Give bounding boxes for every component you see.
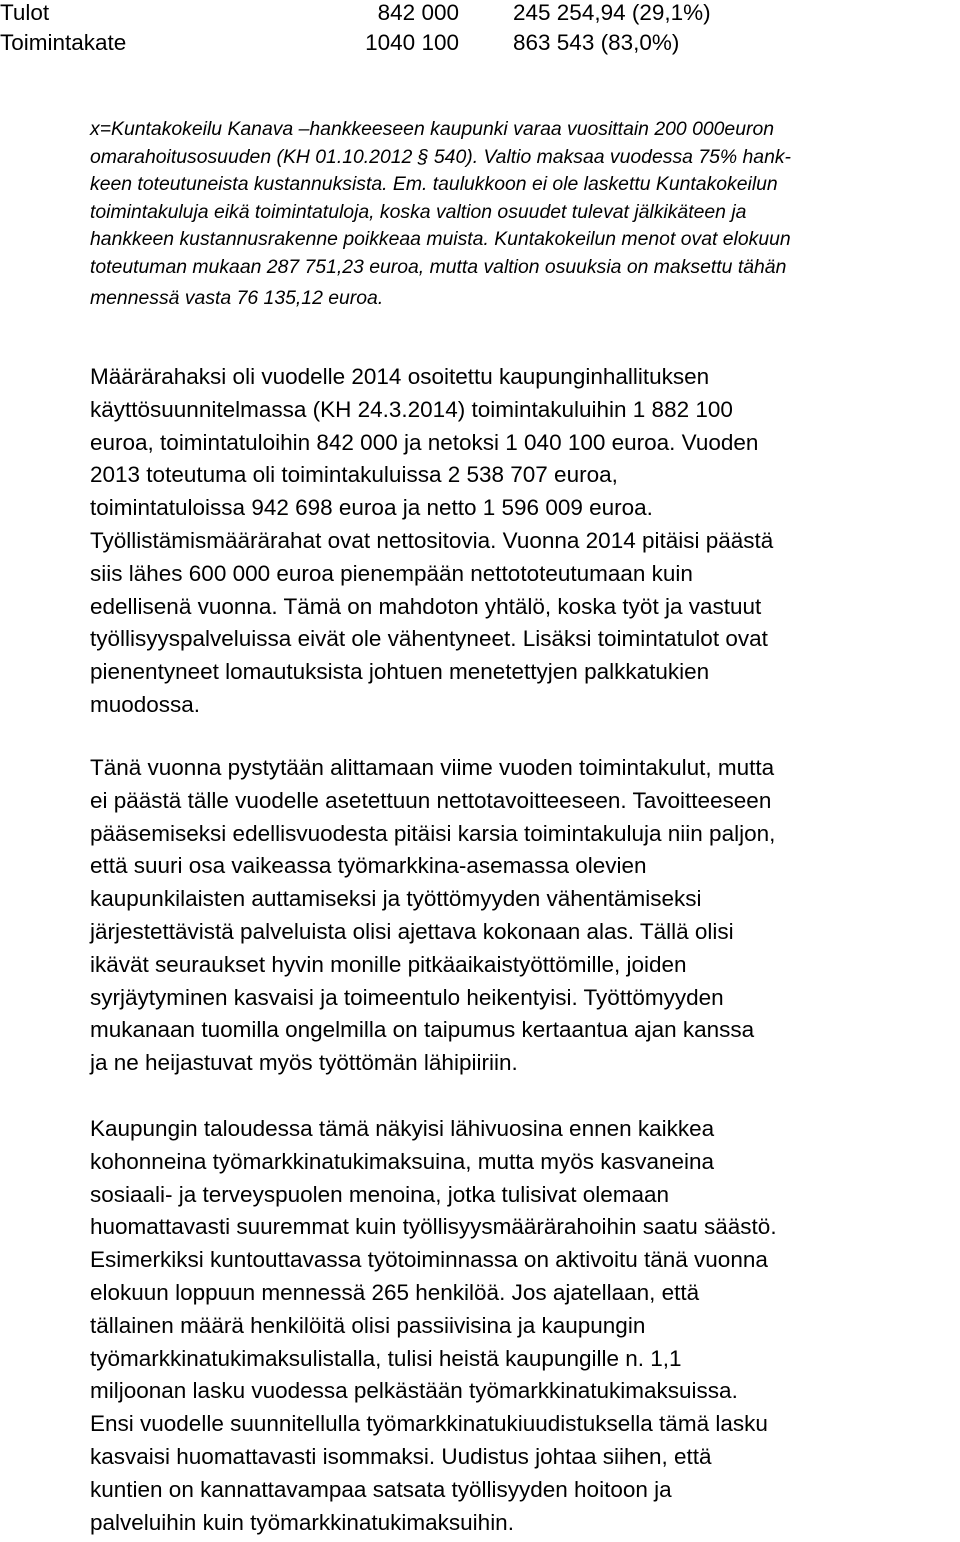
- paragraph-appropriation: [90, 361, 950, 722]
- text-line: mukanaan tuomilla ongelmilla on taipumus kertaantua ajan kanssa: [90, 1017, 755, 1043]
- text-line: järjestettävistä palveluista olisi ajettava kokonaan alas. Tällä olisi: [90, 918, 734, 944]
- row-label: Tulot: [0, 0, 50, 25]
- text-line: muodossa.: [90, 691, 201, 717]
- text-line: euroa, toimintatuloihin 842 000 ja netoksi 1 040 100 euroa. Vuoden: [90, 429, 759, 455]
- paragraph-cost-reduction: [90, 752, 950, 1080]
- text-line: Määrärahaksi oli vuodelle 2014 osoitettu kaupunginhallituksen: [90, 364, 710, 389]
- text-line: huomattavasti suuremmat kuin työllisyysmäärärahoihin saatu säästö.: [90, 1214, 777, 1240]
- budgeted-amount: 842 000: [377, 0, 459, 25]
- text-line: Ensi vuodelle suunnitellulla työmarkkinatukiuudistuksella tämä lasku: [90, 1411, 768, 1437]
- actual-amount: 863 543 (83,0%): [513, 30, 680, 55]
- text-line: kuntien on kannattavampaa satsata työllisyyden hoitoon ja: [90, 1476, 672, 1502]
- text-line: ikävät seuraukset hyvin monille pitkäaikaistyöttömille, joiden: [90, 951, 687, 977]
- text-line: Työllistämismäärärahat ovat nettositovia. Vuonna 2014 pitäisi päästä: [90, 527, 774, 553]
- note-line: mennessä vasta 76 135,12 euroa.: [90, 286, 384, 309]
- row-label: Toimintakate: [0, 30, 127, 55]
- text-line: toimintatuloissa 942 698 euroa ja netto 1 596 009 euroa.: [90, 495, 653, 521]
- text-line: kasvaisi huomattavasti isommaksi. Uudistus johtaa siihen, että: [90, 1443, 712, 1469]
- actual-amount: 245 254,94 (29,1%): [513, 0, 711, 25]
- text-line: että suuri osa vaikeassa työmarkkina-asemassa olevien: [90, 853, 647, 879]
- note-line: toteutuman mukaan 287 751,23 euroa, mutta valtion osuuksia on maksettu tähän: [90, 255, 787, 278]
- text-line: käyttösuunnitelmassa (KH 24.3.2014) toimintakuluihin 1 882 100: [90, 396, 733, 422]
- text-line: sosiaali- ja terveyspuolen menoina, jotka tulisivat olemaan: [90, 1181, 670, 1207]
- text-line: 2013 toteutuma oli toimintakuluissa 2 538 707 euroa,: [90, 462, 618, 488]
- text-line: miljoonan lasku vuodessa pelkästään työmarkkinatukimaksuissa.: [90, 1378, 738, 1404]
- table-footnote: [90, 116, 945, 312]
- text-line: elokuun loppuun mennessä 265 henkilöä. Jos ajatellaan, että: [90, 1279, 700, 1305]
- note-line: x=Kuntakokeilu Kanava –hankkeeseen kaupunki varaa vuosittain 200 000euron: [90, 118, 775, 140]
- text-line: Tänä vuonna pystytään alittamaan viime vuoden toimintakulut, mutta: [90, 755, 775, 780]
- text-line: kohonneina työmarkkinatukimaksuina, mutta myös kasvaneina: [90, 1148, 715, 1174]
- note-line: hankkeen kustannusrakenne poikkeaa muista. Kuntakokeilun menot ovat elokuun: [90, 228, 791, 251]
- text-line: ei päästä tälle vuodelle asetettuun nettotavoitteeseen. Tavoitteeseen: [90, 787, 772, 813]
- text-line: ja ne heijastuvat myös työttömän lähipiiriin.: [90, 1050, 518, 1076]
- text-line: kaupunkilaisten auttamiseksi ja työttömyyden vähentämiseksi: [90, 886, 702, 912]
- note-line: omarahoitusosuuden (KH 01.10.2012 § 540). Valtio maksaa vuodessa 75% hank-: [90, 145, 792, 168]
- text-line: työllisyyspalveluissa eivät ole vähentyneet. Lisäksi toimintatulot ovat: [90, 626, 768, 652]
- text-line: pääsemiseksi edellisvuodesta pitäisi karsia toimintakuluja niin paljon,: [90, 820, 776, 846]
- text-line: siis lähes 600 000 euroa pienempään nettototeutumaan kuin: [90, 560, 693, 586]
- budgeted-amount: 1040 100: [365, 30, 459, 55]
- paragraph-city-finances: [90, 1113, 950, 1539]
- text-line: syrjäytyminen kasvaisi ja toimeentulo heikentyisi. Työttömyyden: [90, 984, 724, 1010]
- text-line: pienentyneet lomautuksista johtuen menetettyjen palkkatukien: [90, 659, 710, 685]
- note-line: keen toteutuneista kustannuksista. Em. taulukkoon ei ole laskettu Kuntakokeilun: [90, 173, 778, 196]
- text-line: Kaupungin taloudessa tämä näkyisi lähivuosina ennen kaikkea: [90, 1116, 715, 1141]
- text-line: työmarkkinatukimaksulistalla, tulisi heistä kaupungille n. 1,1: [90, 1345, 682, 1371]
- note-line: toimintakuluja eikä toimintatuloja, koska valtion osuudet tulevat jälkikäteen ja: [90, 200, 747, 223]
- text-line: Esimerkiksi kuntouttavassa työtoiminnassa on aktivoitu tänä vuonna: [90, 1247, 768, 1273]
- text-line: edellisenä vuonna. Tämä on mahdoton yhtälö, koska työt ja vastuut: [90, 593, 762, 619]
- text-line: tällainen määrä henkilöitä olisi passiivisina ja kaupungin: [90, 1312, 646, 1338]
- text-line: palveluihin kuin työmarkkinatukimaksuihin.: [90, 1509, 514, 1535]
